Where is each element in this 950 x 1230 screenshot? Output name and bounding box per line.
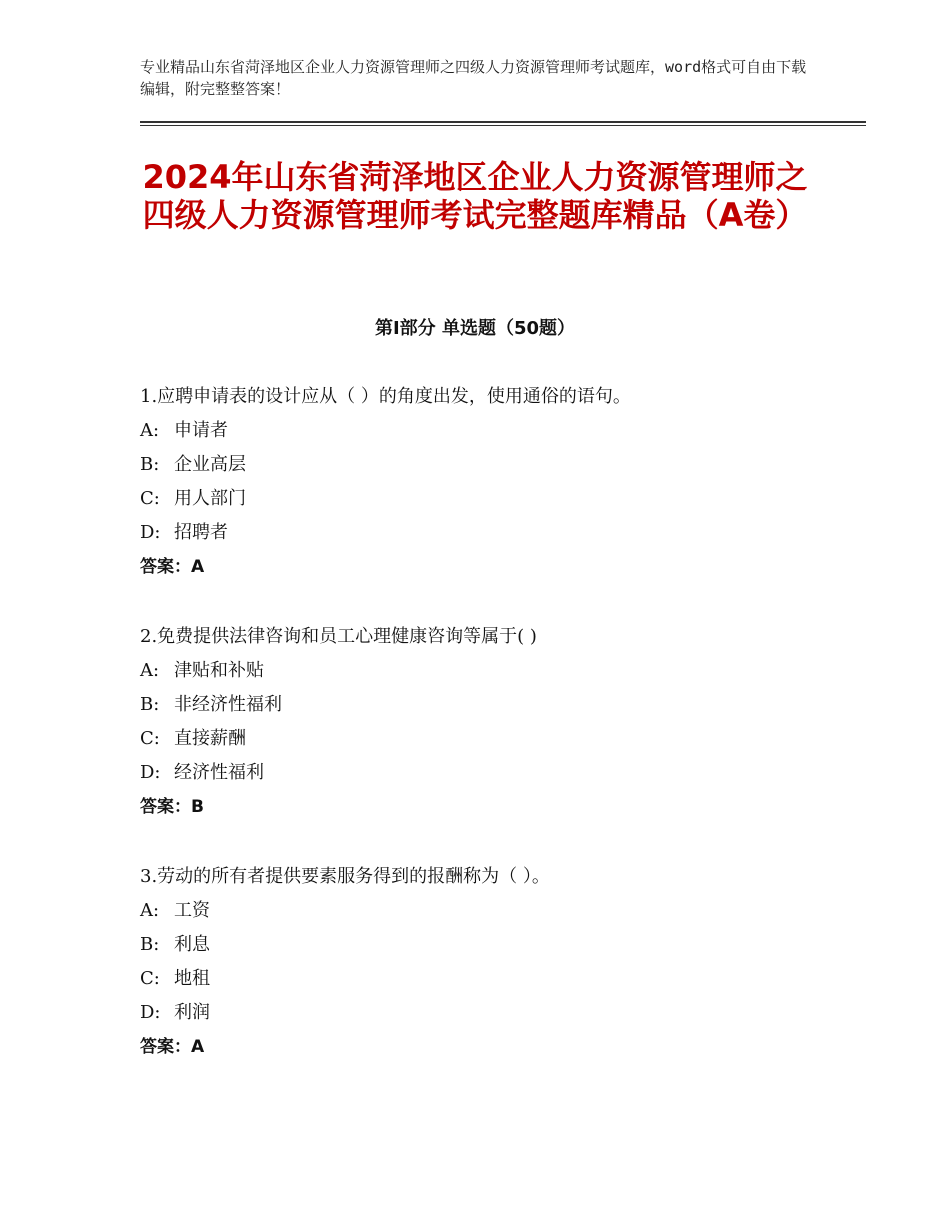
option-letter: B:: [140, 694, 160, 715]
option-text: 利息: [174, 934, 210, 955]
option-a: [140, 894, 860, 928]
answer-value: A: [191, 1037, 205, 1057]
option-b: [140, 448, 860, 482]
option-text: 用人部门: [174, 488, 246, 509]
header-rule-thick: [140, 121, 866, 123]
answer-value: B: [191, 797, 204, 817]
option-letter: D:: [140, 762, 161, 783]
header-rule-thin: [140, 125, 866, 126]
option-a: [140, 414, 860, 448]
question-list: [140, 380, 860, 1064]
question-text: 1.应聘申请表的设计应从（ ）的角度出发，使用通俗的语句。: [140, 386, 631, 407]
question-text: 3.劳动的所有者提供要素服务得到的报酬称为（ ）。: [140, 866, 550, 887]
section-heading: 第Ⅰ部分 单选题（50题）: [374, 318, 575, 339]
option-letter: D:: [140, 1002, 161, 1023]
option-text: 非经济性福利: [174, 694, 282, 715]
option-d: [140, 516, 860, 550]
answer-line: [140, 550, 860, 584]
option-text: 招聘者: [174, 522, 228, 543]
answer-label: 答案：: [140, 797, 191, 817]
option-letter: B:: [140, 934, 160, 955]
option-letter: B:: [140, 454, 160, 475]
option-letter: C:: [140, 728, 160, 749]
option-b: [140, 928, 860, 962]
option-text: 经济性福利: [174, 762, 264, 783]
option-letter: C:: [140, 488, 160, 509]
option-text: 地租: [174, 968, 210, 989]
option-c: [140, 722, 860, 756]
option-text: 申请者: [174, 420, 228, 441]
answer-label: 答案：: [140, 1037, 191, 1057]
option-text: 工资: [174, 900, 210, 921]
option-text: 津贴和补贴: [174, 660, 264, 681]
question-3: [140, 860, 860, 1064]
option-d: [140, 756, 860, 790]
option-d: [140, 996, 860, 1030]
answer-line: [140, 790, 860, 824]
option-c: [140, 962, 860, 996]
document-title: 2024年山东省菏泽地区企业人力资源管理师之四级人力资源管理师考试完整题库精品（A卷）: [142, 158, 808, 234]
option-text: 企业高层: [174, 454, 246, 475]
option-letter: A:: [140, 660, 160, 681]
option-text: 直接薪酬: [174, 728, 246, 749]
answer-value: A: [191, 557, 205, 577]
option-c: [140, 482, 860, 516]
option-letter: C:: [140, 968, 160, 989]
answer-label: 答案：: [140, 557, 191, 577]
question-2: [140, 620, 860, 824]
option-letter: A:: [140, 900, 160, 921]
question-1: [140, 380, 860, 584]
option-letter: A:: [140, 420, 160, 441]
question-text: 2.免费提供法律咨询和员工心理健康咨询等属于( ): [140, 626, 537, 647]
option-b: [140, 688, 860, 722]
option-text: 利润: [174, 1002, 210, 1023]
option-letter: D:: [140, 522, 161, 543]
option-a: [140, 654, 860, 688]
answer-line: [140, 1030, 860, 1064]
header-note: 专业精品山东省菏泽地区企业人力资源管理师之四级人力资源管理师考试题库，word格式可自由下载编辑，附完整整答案！: [140, 58, 807, 98]
